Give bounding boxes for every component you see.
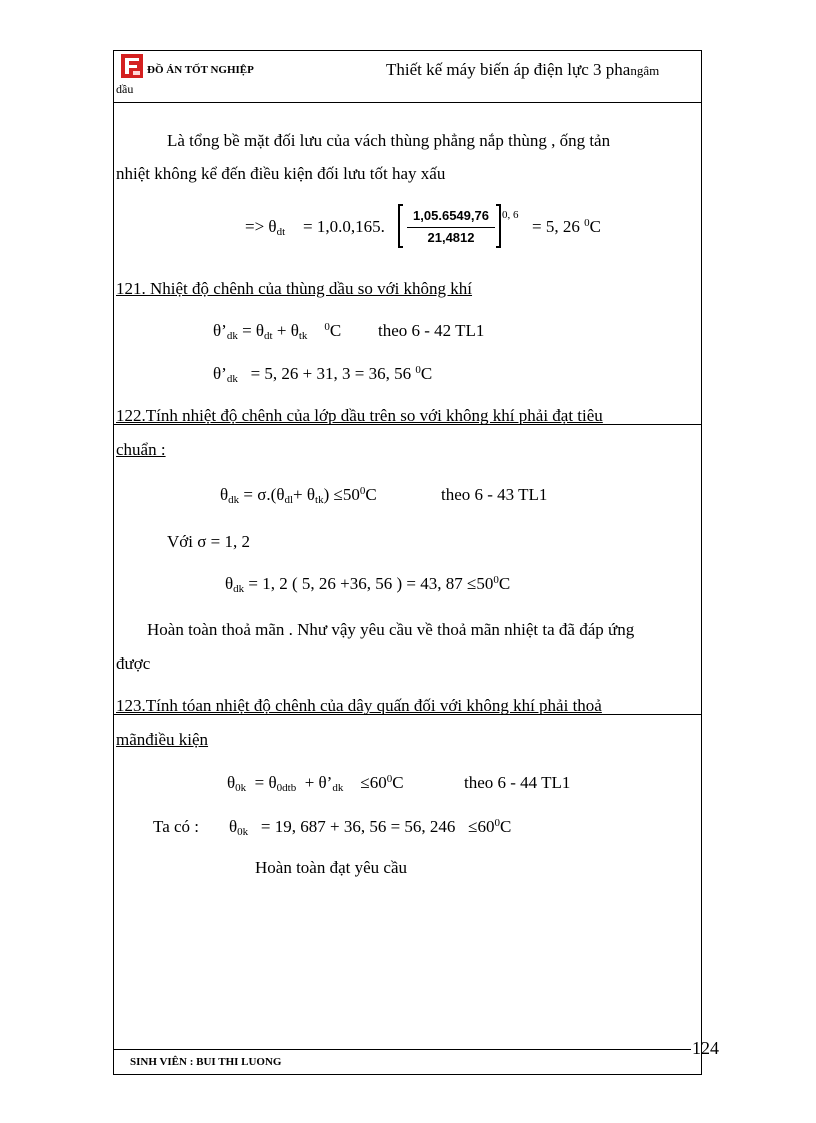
- formula-theta-dk-value: $\theta’_{dk}$ = 5, 26 + 31, 3 = 36, 56 $^0$C: [213, 364, 433, 385]
- formula-theta-0k-value: $\theta_{0k}$ = 19, 687 + 36, 56 = 56, 246 $\le 60^0C$: [229, 817, 512, 838]
- paragraph-line: nhiệt không kể đến điều kiện đối lưu tốt hay xấu: [116, 164, 446, 183]
- sigma-value: Với σ = 1, 2: [167, 532, 250, 551]
- header-right-title: Thiết kế máy biến áp điện lực 3 phangâm: [386, 60, 660, 79]
- formula-theta-dk-definition: $\theta’_{dk} = \theta_{dt} + \theta_{tk}$ $^0$C: [213, 321, 342, 342]
- footer-divider: [113, 1049, 691, 1050]
- fraction-numerator: 1,05.6549,76: [413, 208, 489, 223]
- header-title-continuation: dầu: [116, 82, 134, 96]
- section-121-title: 121. Nhiệt độ chênh của thùng dầu so với không khí: [116, 279, 473, 298]
- formula-theta-0k-definition: $\theta_{0k} = \theta_{0dtb}$ + $\theta’_{dk}$ $\le 60^0C$: [227, 773, 404, 794]
- exponent: 0, 6: [502, 209, 519, 221]
- section-122-title-cont: chuẩn :: [116, 440, 166, 459]
- header-divider: [113, 102, 702, 103]
- paragraph-line: Hoàn toàn thoả mãn . Như vậy yêu cầu về thoả mãn nhiệt ta đã đáp ứng: [147, 620, 635, 639]
- ta-co-label: Ta có :: [153, 817, 200, 836]
- formula-theta-dk-standard: $\theta_{dk} = \sigma.(\theta_{dl}+ \theta_{tk}) \le 50^0C$: [220, 485, 377, 506]
- formula-reference: theo 6 - 43 TL1: [441, 485, 548, 504]
- university-logo: [121, 54, 143, 78]
- fraction-denominator: 21,4812: [427, 230, 475, 245]
- section-122-title: 122.Tính nhiệt độ chênh của lớp dầu trên so với không khí phải đạt tiêu: [116, 406, 603, 425]
- paragraph-line: được: [116, 654, 151, 673]
- paragraph-line: Là tổng bề mặt đối lưu của vách thùng phẳng nắp thùng , ống tản: [167, 131, 611, 150]
- conclusion-text: Hoàn toàn đạt yêu cầu: [255, 858, 407, 877]
- page-frame: [113, 50, 702, 1075]
- formula-theta-dt-result: = 5, 26 $^0$C: [532, 217, 601, 236]
- formula-theta-dt-lhs: => $\theta_{dt}$: [245, 217, 286, 238]
- page-number: 124: [692, 1038, 719, 1058]
- formula-reference: theo 6 - 44 TL1: [464, 773, 571, 792]
- header-left-title: ĐỒ ÁN TỐT NGHIỆP: [147, 64, 254, 76]
- fraction: [403, 206, 499, 248]
- formula-theta-dk-check: $\theta_{dk} = 1$, 2 ( 5, 26 +36, 56 ) = 43, $87 \le 50^0C$: [225, 574, 511, 595]
- section-123-title: 123.Tính tóan nhiệt độ chênh của dây quấn đối với không khí phải thoả: [116, 696, 602, 715]
- section-123-title-cont: mãnđiều kiện: [116, 730, 209, 749]
- formula-theta-dt-coeff: = 1,0.0,165.: [303, 217, 385, 236]
- formula-reference: theo 6 - 42 TL1: [378, 321, 485, 340]
- footer-student: SINH VIÊN : BUI THI LUONG: [130, 1056, 282, 1068]
- bracket-right: [496, 204, 501, 248]
- fraction-bar: [407, 227, 495, 228]
